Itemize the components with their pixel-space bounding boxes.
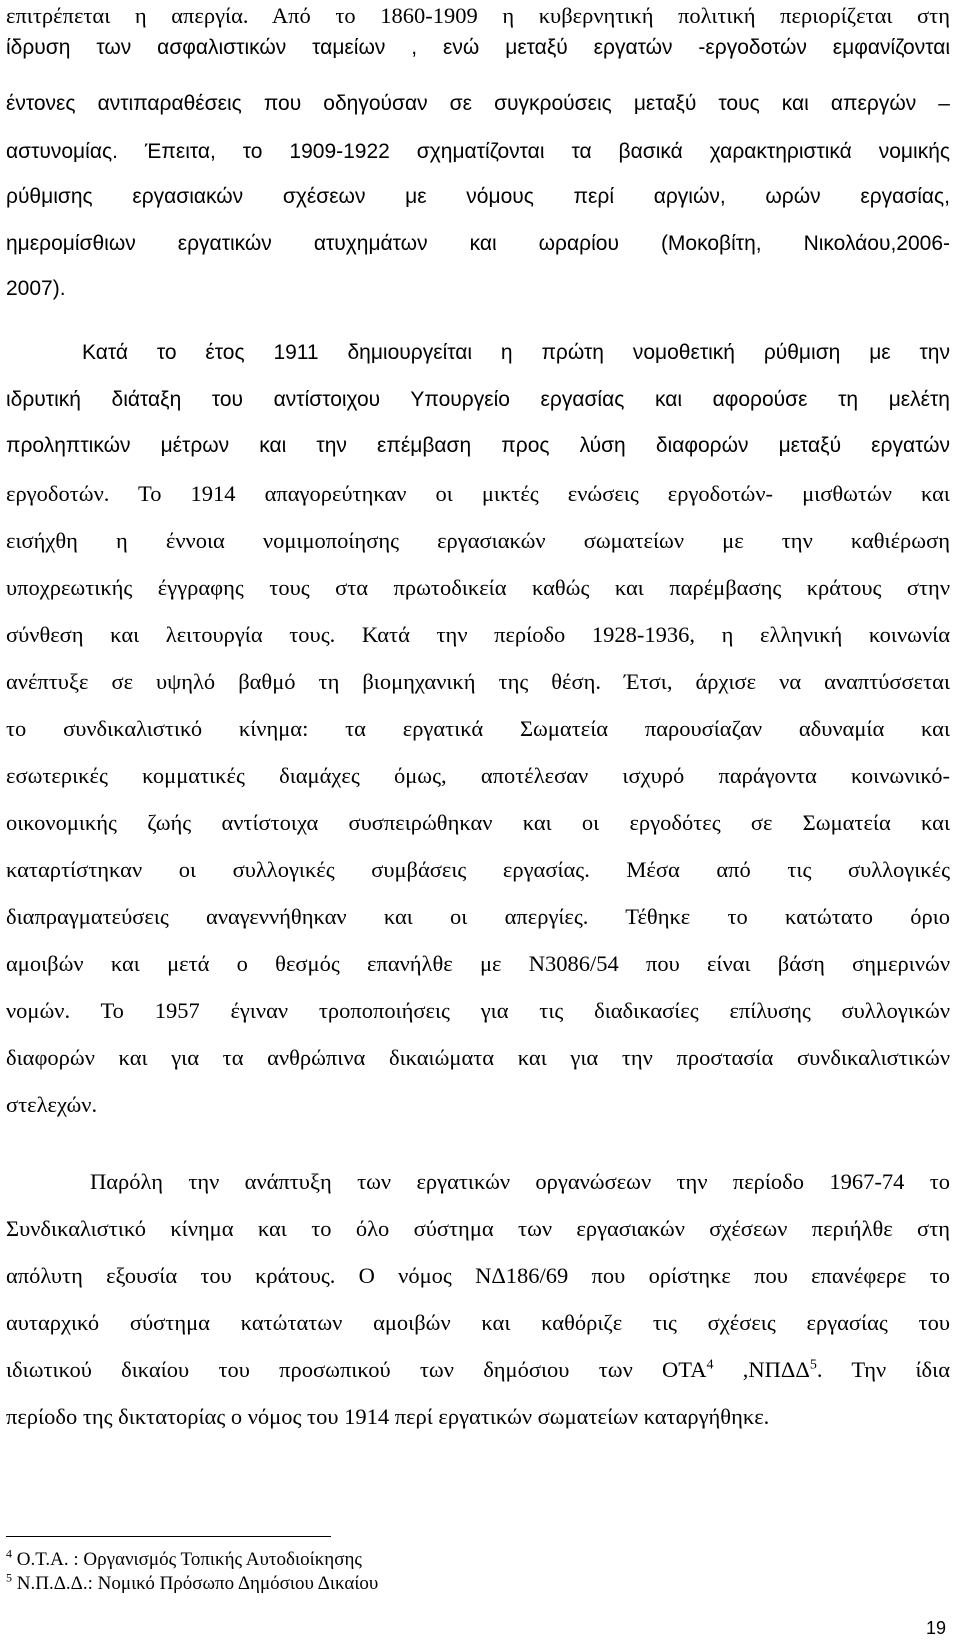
text-line: 2007).: [6, 277, 66, 300]
text-line: αμοιβών και μετά ο θεσμός επανήλθε με Ν3086/54 που είναι βάση σημερινών: [6, 951, 950, 976]
paragraph-first-line: Κατά το έτος 1911 δημιουργείται η πρώτη νομοθετική ρύθμιση με την: [82, 341, 950, 364]
text-line: προληπτικών μέτρων και την επέμβαση προς λύση διαφορών μεταξύ εργατών: [6, 434, 950, 457]
text-line: αστυνομίας. Έπειτα, το 1909-1922 σχηματίζονται τα βασικά χαρακτηριστικά νομικής: [6, 140, 950, 163]
footnote-separator: [6, 1536, 331, 1537]
footnote: $^4$ Ο.Τ.Α. : Οργανισμός Τοπικής Αυτοδιοίκησης: [6, 1546, 362, 1570]
text-line: σύνθεση και λειτουργία τους. Κατά την περίοδο 1928-1936, η ελληνική κοινωνία: [6, 622, 950, 647]
text-line: απόλυτη εξουσία του κράτους. Ο νόμος ΝΔ186/69 που ορίστηκε που επανέφερε το: [6, 1263, 950, 1288]
text-line: έντονες αντιπαραθέσεις που οδηγούσαν σε συγκρούσεις μεταξύ τους και απεργών –: [6, 92, 950, 115]
text-line: το συνδικαλιστικό κίνημα: τα εργατικά Σωματεία παρουσίαζαν αδυναμία και: [6, 716, 950, 741]
text-line: αυταρχικό σύστημα κατώτατων αμοιβών και καθόριζε τις σχέσεις εργασίας του: [6, 1310, 950, 1335]
footnote-ref: 4: [706, 1357, 714, 1373]
text-line: διαφορών και για τα ανθρώπινα δικαιώματα και για την προστασία συνδικαλιστικών: [6, 1045, 950, 1070]
text-line: επιτρέπεται η απεργία. Από το 1860-1909 η κυβερνητική πολιτική περιορίζεται στη: [6, 3, 950, 28]
text-line: ρύθμισης εργασιακών σχέσεων με νόμους περί αργιών, ωρών εργασίας,: [6, 185, 950, 208]
text-line: διαπραγματεύσεις αναγεννήθηκαν και οι απεργίες. Τέθηκε το κατώτατο όριο: [6, 904, 950, 929]
paragraph-first-line: Παρόλη την ανάπτυξη των εργατικών οργανώσεων την περίοδο 1967-74 το: [90, 1169, 950, 1194]
text-line: περίοδο της δικτατορίας ο νόμος του 1914 περί εργατικών σωματείων καταργήθηκε.: [6, 1404, 770, 1429]
text-line: ημερομίσθιων εργατικών ατυχημάτων και ωραρίου (Μοκοβίτη, Νικολάου,2006-: [6, 232, 950, 255]
page-number: 19: [925, 1618, 946, 1638]
text-line: εργοδοτών. Το 1914 απαγορεύτηκαν οι μικτές ενώσεις εργοδοτών- μισθωτών και: [6, 481, 950, 506]
footnote-ref: 5: [809, 1357, 817, 1373]
text-line: ανέπτυξε σε υψηλό βαθμό τη βιομηχανική της θέση. Έτσι, άρχισε να αναπτύσσεται: [6, 669, 950, 694]
text-line: οικονομικής ζωής αντίστοιχα συσπειρώθηκαν και οι εργοδότες σε Σωματεία και: [6, 810, 950, 835]
text-line: εισήχθη η έννοια νομιμοποίησης εργασιακών σωματείων με την καθιέρωση: [6, 528, 950, 553]
text-line: ίδρυση των ασφαλιστικών ταμείων , ενώ μεταξύ εργατών -εργοδοτών εμφανίζονται: [6, 36, 950, 59]
text-line: στελεχών.: [6, 1092, 98, 1117]
text-line: υποχρεωτικής έγγραφης τους στα πρωτοδικεία καθώς και παρέμβασης κράτους στην: [6, 575, 950, 600]
text-line: καταρτίστηκαν οι συλλογικές συμβάσεις εργασίας. Μέσα από τις συλλογικές: [6, 857, 950, 882]
text-line: ιδιωτικού δικαίου του προσωπικού των δημόσιου των ΟΤΑ$^4$ ,ΝΠΔΔ$^5$. Την ίδια: [6, 1357, 950, 1382]
text-line: νομών. Το 1957 έγιναν τροποποιήσεις για τις διαδικασίες επίλυσης συλλογικών: [6, 998, 950, 1023]
text-line: ιδρυτική διάταξη του αντίστοιχου Υπουργείο εργασίας και αφορούσε τη μελέτη: [6, 388, 950, 411]
footnote: $^5$ Ν.Π.Δ.Δ.: Νομικό Πρόσωπο Δημόσιου Δικαίου: [6, 1570, 379, 1594]
text-line: Συνδικαλιστικό κίνημα και το όλο σύστημα των εργασιακών σχέσεων περιήλθε στη: [6, 1216, 950, 1241]
text-line: εσωτερικές κομματικές διαμάχες όμως, αποτέλεσαν ισχυρό παράγοντα κοινωνικό-: [6, 763, 950, 788]
